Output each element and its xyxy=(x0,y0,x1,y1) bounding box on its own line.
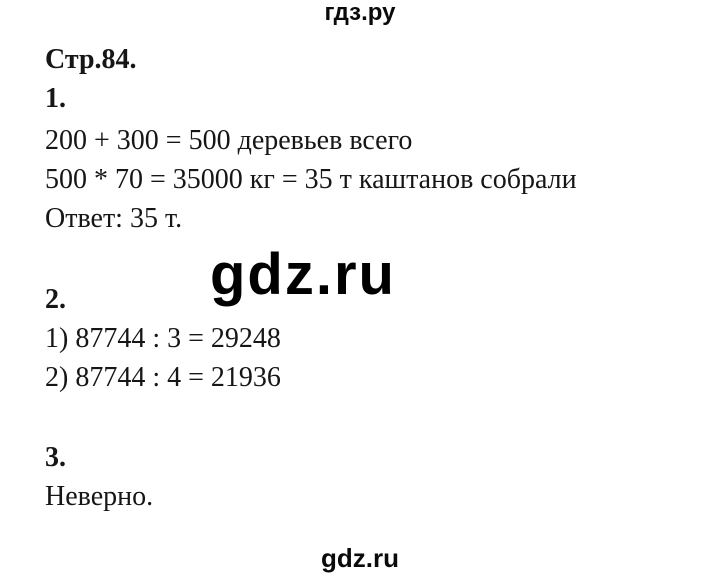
task-1-number: 1. xyxy=(45,83,66,114)
task-3-answer-line: Неверно. xyxy=(45,481,154,512)
gdz-watermark: gdz.ru xyxy=(210,242,396,307)
task-2-number: 2. xyxy=(45,284,66,315)
task-1-solution-line: 500 * 70 = 35000 кг = 35 т каштанов собрали xyxy=(45,164,577,195)
task-3-number: 3. xyxy=(45,442,66,473)
task-2-solution-line: 2) 87744 : 4 = 21936 xyxy=(45,362,281,393)
task-1-solution-line: 200 + 300 = 500 деревьев всего xyxy=(45,125,413,156)
task-1-answer-line: Ответ: 35 т. xyxy=(45,203,183,234)
site-brand-footer: gdz.ru xyxy=(321,543,399,573)
task-2-solution-line: 1) 87744 : 3 = 29248 xyxy=(45,323,281,354)
site-brand-header: гдз.ру xyxy=(324,0,396,26)
page-heading: Стр.84. xyxy=(45,44,137,75)
